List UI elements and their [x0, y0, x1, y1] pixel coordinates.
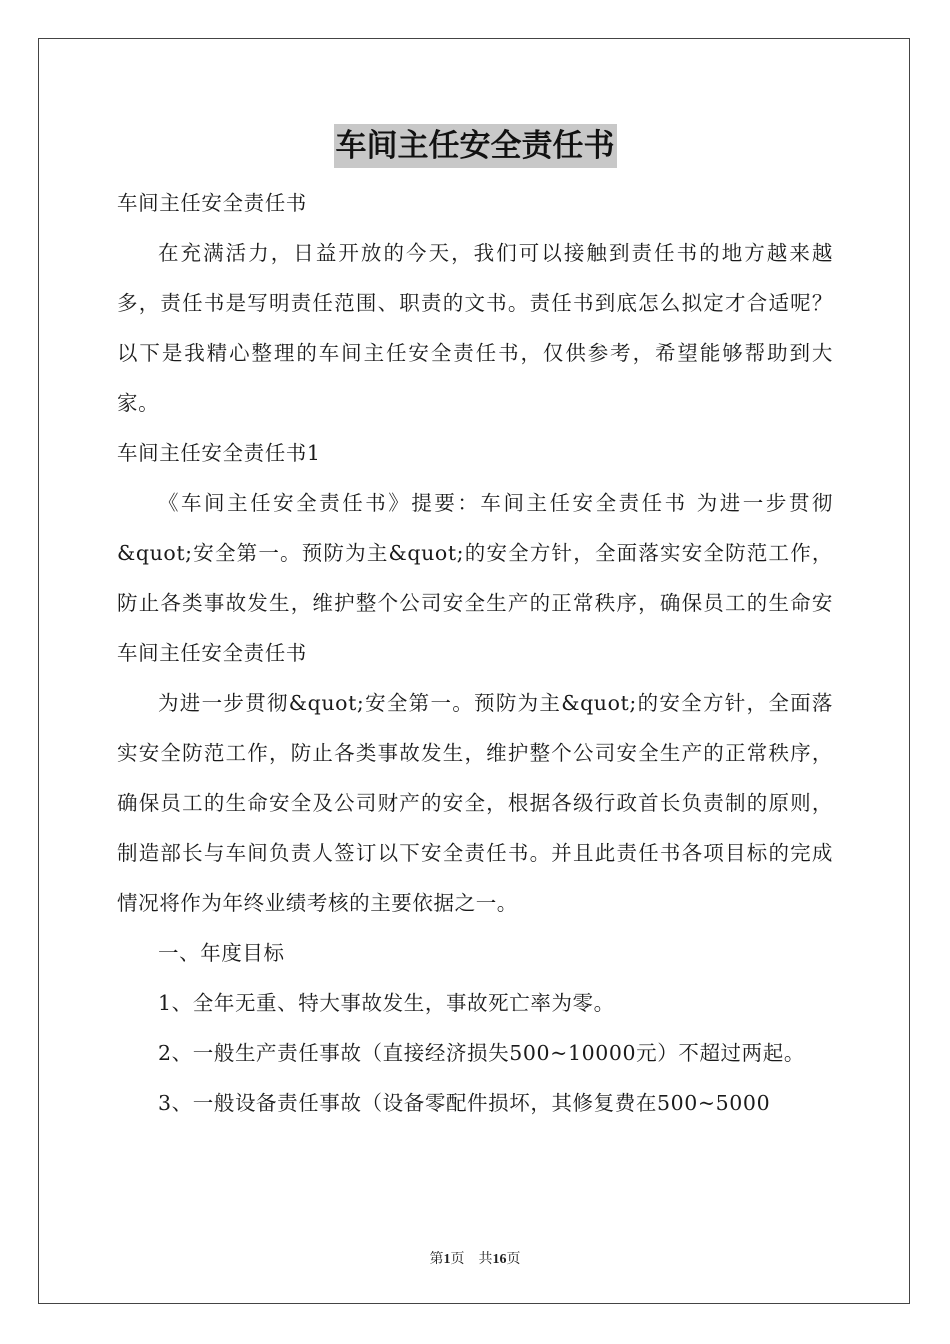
document-body: [117, 178, 833, 1128]
paragraph: 在充满活力，日益开放的今天，我们可以接触到责任书的地方越来越多，责任书是写明责任范围、职责的文书。责任书到底怎么拟定才合适呢？以下是我精心整理的车间主任安全责任书，仅供参考，希望能够帮助到大家。: [117, 241, 833, 415]
paragraph: 为进一步贯彻&quot;安全第一。预防为主&quot;的安全方针，全面落实安全防范工作，防止各类事故发生，维护整个公司安全生产的正常秩序，确保员工的生命安全及公司财产的安全，根据各级行政首长负责制的原则，制造部长与车间负责人签订以下安全责任书。并且此责任书各项目标的完成情况将作为年终业绩考核的主要依据之一。: [117, 691, 833, 915]
paragraph: 车间主任安全责任书: [117, 191, 307, 215]
page-prefix: 第: [429, 1252, 444, 1267]
paragraph: 1、全年无重、特大事故发生，事故死亡率为零。: [158, 991, 615, 1015]
total-pages: 16: [492, 1252, 507, 1267]
total-prefix: 共: [478, 1252, 493, 1267]
title-container: [0, 124, 950, 168]
page-footer: [0, 1248, 950, 1268]
paragraph: 《车间主任安全责任书》提要：车间主任安全责任书 为进一步贯彻&quot;安全第一。预防为主&quot;的安全方针，全面落实安全防范工作，防止各类事故发生，维护整个公司安全生产的正常秩序，确保员工的生命安车间主任安全责任书: [117, 491, 833, 665]
page-number: 1: [443, 1252, 451, 1267]
paragraph: 车间主任安全责任书1: [117, 441, 321, 465]
paragraph: 一、年度目标: [158, 941, 285, 965]
total-suffix: 页: [506, 1252, 521, 1267]
paragraph: 2、一般生产责任事故（直接经济损失500~10000元）不超过两起。: [158, 1041, 805, 1065]
paragraph: 3、一般设备责任事故（设备零配件损坏，其修复费在500~5000: [158, 1091, 771, 1115]
document-title: 车间主任安全责任书: [334, 124, 617, 168]
page-suffix: 页: [450, 1252, 465, 1267]
